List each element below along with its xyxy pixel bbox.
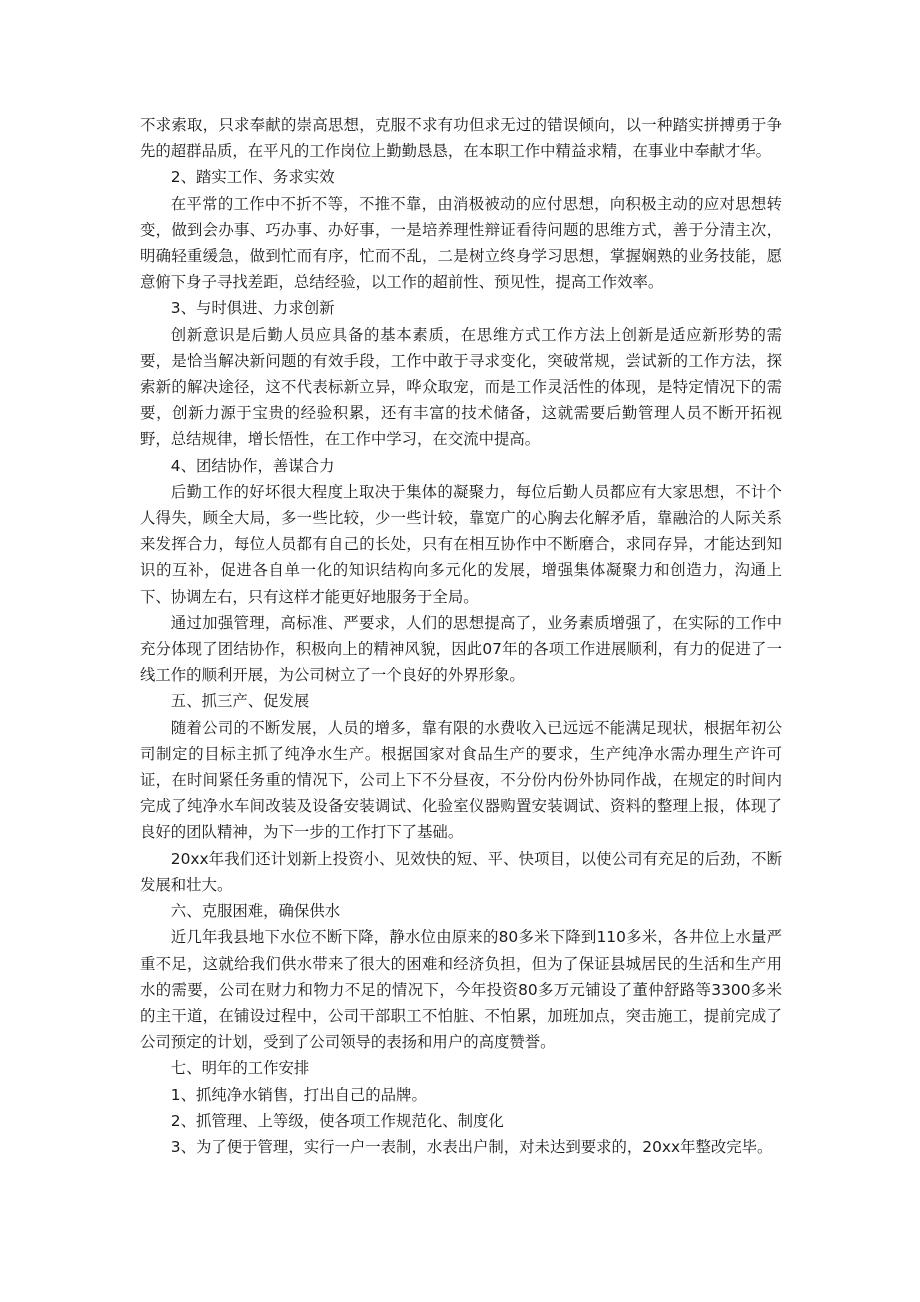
paragraph: 近几年我县地下水位不断下降，静水位由原来的80多米下降到110多米，各井位上水量严重不足，这就给我们供水带来了很大的困难和经济负担，但为了保证县城居民的生活和生产用水的需要，公司在财力和物力不足的情况下，今年投资80多万元铺设了董仲舒路等3300多米的主干道，在铺设过程中，公司干部职工不怕脏、不怕累，加班加点，突击施工，提前完成了公司预定的计划，受到了公司领导的表扬和用户的高度赞誉。 (140, 928, 782, 1052)
section-heading-five: 五、抓三产、促发展 (170, 692, 310, 711)
document-body (140, 112, 782, 1160)
paragraph-continuation: 不求索取，只求奉献的崇高思想，克服不求有功但求无过的错误倾向，以一种踏实拼搏勇于争先的超群品质，在平凡的工作岗位上勤勤恳恳，在本职工作中精益求精，在事业中奉献才华。 (140, 116, 782, 161)
section-heading-4: 4、团结协作，善谋合力 (170, 456, 335, 475)
paragraph: 后勤工作的好坏很大程度上取决于集体的凝聚力，每位后勤人员都应有大家思想，不计个人得失，顾全大局，多一些比较，少一些计较，靠宽广的心胸去化解矛盾，靠融洽的人际关系来发挥合力，每位人员都有自己的长处，只有在相互协作中不断磨合，求同存异，才能达到知识的互补，促进各自单一化的知识结构向多元化的发展，增强集体凝聚力和创造力，沟通上下、协调左右，只有这样才能更好地服务于全局。 (140, 482, 782, 606)
section-heading-2: 2、踏实工作、务求实效 (170, 168, 335, 187)
paragraph: 创新意识是后勤人员应具备的基本素质，在思维方式工作方法上创新是适应新形势的需要，是恰当解决新问题的有效手段，工作中敢于寻求变化，突破常规，尝试新的工作方法，探索新的解决途径，这不代表标新立异，哗众取宠，而是工作灵活性的体现，是特定情况下的需要，创新力源于宝贵的经验积累，还有丰富的技术储备，这就需要后勤管理人员不断开拓视野，总结规律，增长悟性，在工作中学习，在交流中提高。 (140, 325, 782, 449)
paragraph: 在平常的工作中不折不等，不推不靠，由消极被动的应付思想，向积极主动的应对思想转变，做到会办事、巧办事、办好事，一是培养理性辩证看待问题的思维方式，善于分清主次，明确轻重缓急，做到忙而有序，忙而不乱，二是树立终身学习思想，掌握娴熟的业务技能，愿意俯下身子寻找差距，总结经验，以工作的超前性、预见性，提高工作效率。 (140, 194, 782, 292)
section-heading-six: 六、克服困难，确保供水 (170, 902, 341, 921)
paragraph: 通过加强管理，高标准、严要求，人们的思想提高了，业务素质增强了，在实际的工作中充分体现了团结协作，积极向上的精神风貌，因此07年的各项工作进展顺利，有力的促进了一线工作的顺利开展，为公司树立了一个良好的外界形象。 (140, 613, 782, 685)
plan-item-1: 1、抓纯净水销售，打出自己的品牌。 (170, 1085, 427, 1104)
paragraph: 20xx年我们还计划新上投资小、见效快的短、平、快项目，以使公司有充足的后劲，不断发展和壮大。 (140, 849, 782, 894)
plan-item-3: 3、为了便于管理，实行一户一表制，水表出户制，对未达到要求的，20xx年整改完毕。 (170, 1137, 773, 1156)
section-heading-3: 3、与时俱进、力求创新 (170, 299, 335, 318)
paragraph: 随着公司的不断发展，人员的增多，靠有限的水费收入已远远不能满足现状，根据年初公司制定的目标主抓了纯净水生产。根据国家对食品生产的要求，生产纯净水需办理生产许可证，在时间紧任务重的情况下，公司上下不分昼夜，不分份内份外协同作战，在规定的时间内完成了纯净水车间改装及设备安装调试、化验室仪器购置安装调试、资料的整理上报，体现了良好的团队精神，为下一步的工作打下了基础。 (140, 718, 782, 842)
plan-item-2: 2、抓管理、上等级，使各项工作规范化、制度化 (170, 1111, 504, 1130)
section-heading-seven: 七、明年的工作安排 (170, 1059, 310, 1078)
